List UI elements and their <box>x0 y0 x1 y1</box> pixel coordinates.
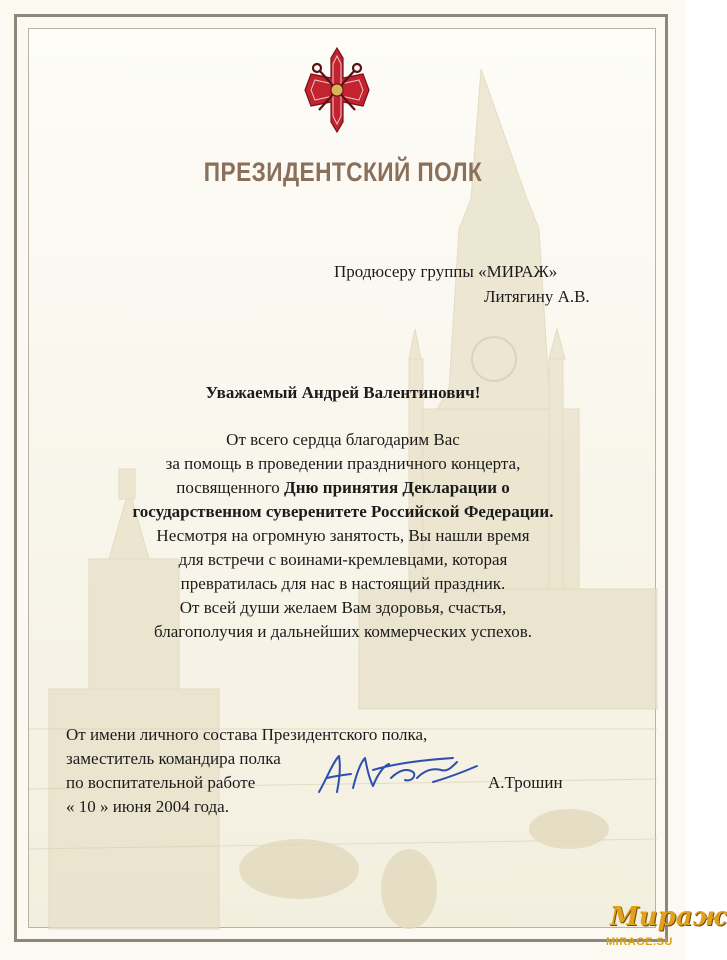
regiment-emblem-icon <box>303 46 371 134</box>
signature-date: « 10 » июня 2004 года. <box>66 797 229 816</box>
body-line-4 <box>0 500 686 524</box>
body-line-3-bold: Дню принятия Декларации о <box>284 478 510 497</box>
regiment-title: ПРЕЗИДЕНТСКИЙ ПОЛК <box>203 157 483 187</box>
watermark-site: MIRAGE.SU <box>606 936 673 948</box>
body-line-8: От всей души желаем Вам здоровья, счастья, <box>179 598 507 617</box>
body-line-2: за помощь в проведении праздничного концерта, <box>165 454 521 473</box>
body-line-3 <box>0 476 686 500</box>
body-line-4-bold: государственном суверенитете Российской Федерации. <box>132 502 554 521</box>
body-line-7: превратилась для нас в настоящий праздник. <box>180 574 506 593</box>
body-line-3-prefix: посвященного <box>176 478 285 497</box>
signature-line-3: по воспитательной работе <box>66 773 256 792</box>
greeting: Уважаемый Андрей Валентинович! <box>205 383 481 402</box>
recipient-line-2: Литягину А.В. <box>484 287 590 306</box>
signature-line-1: От имени личного состава Президентского полка, <box>66 725 428 744</box>
signature-line-2: заместитель командира полка <box>66 749 281 768</box>
recipient-line-1: Продюсеру группы «МИРАЖ» <box>334 262 558 281</box>
watermark-logo: Мираж <box>610 902 727 932</box>
mirage-watermark <box>604 902 727 956</box>
body-line-9: благополучия и дальнейших коммерческих успехов. <box>154 622 532 641</box>
handwritten-signature-icon <box>313 748 483 798</box>
signer-name: А.Трошин <box>488 773 563 792</box>
body-line-6: для встречи с воинами-кремлевцами, которая <box>178 550 508 569</box>
letter-body <box>0 428 686 644</box>
body-line-1: От всего сердца благодарим Вас <box>226 430 460 449</box>
body-line-5: Несмотря на огромную занятость, Вы нашли время <box>156 526 530 545</box>
